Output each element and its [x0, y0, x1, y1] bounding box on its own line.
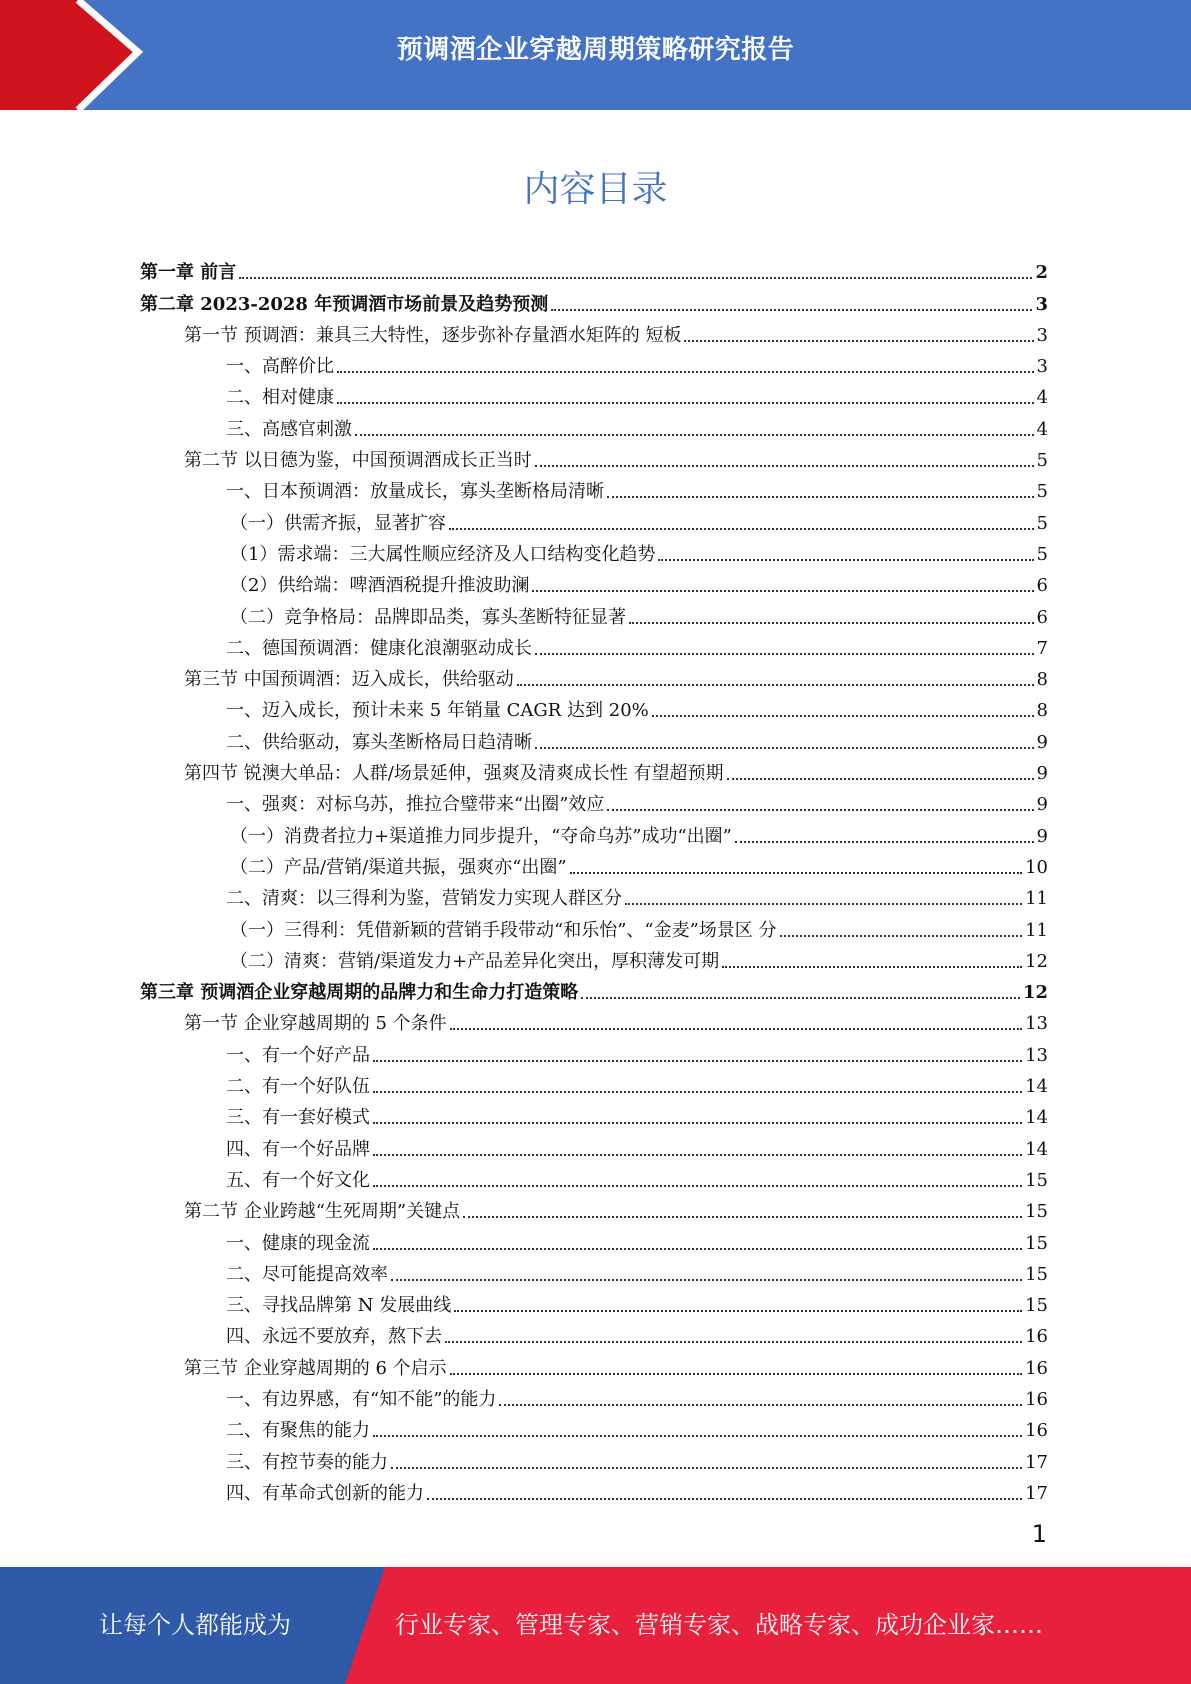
toc-entry[interactable] — [140, 378, 1048, 409]
toc-entry-page: 9 — [1036, 825, 1048, 847]
toc-entry-title: （二）竞争格局：品牌即品类，寡头垄断特征显著 — [230, 606, 626, 628]
toc-entry-page: 9 — [1036, 763, 1048, 785]
toc-entry[interactable] — [140, 879, 1048, 910]
dot-leader — [391, 1279, 1022, 1281]
toc-entry-page: 15 — [1025, 1169, 1048, 1191]
toc-entry-title: 第四节 锐澳大单品：人群/场景延伸，强爽及清爽成长性 有望超预期 — [184, 763, 724, 785]
dot-leader — [337, 371, 1034, 373]
toc-entry[interactable] — [140, 253, 1048, 284]
toc-entry-page: 6 — [1036, 606, 1048, 628]
dot-leader — [391, 1467, 1022, 1469]
toc-entry-page: 11 — [1025, 888, 1048, 910]
toc-entry-page: 6 — [1036, 575, 1048, 597]
toc-entry[interactable] — [140, 942, 1048, 973]
toc-entry[interactable] — [140, 785, 1048, 816]
toc-entry-page: 15 — [1025, 1263, 1048, 1285]
toc-entry[interactable] — [140, 347, 1048, 378]
dot-leader — [450, 1028, 1022, 1030]
dot-leader — [535, 653, 1034, 655]
toc-entry-page: 17 — [1025, 1482, 1048, 1504]
toc-entry-page: 16 — [1025, 1326, 1048, 1348]
toc-entry-page: 8 — [1036, 669, 1048, 691]
toc-entry-title: 第一节 企业穿越周期的 5 个条件 — [184, 1013, 447, 1035]
toc-entry-title: （2）供给端：啤酒酒税提升推波助澜 — [230, 575, 530, 597]
toc-heading: 内容目录 — [523, 169, 668, 210]
dot-leader — [735, 841, 1034, 843]
toc-entry[interactable] — [140, 597, 1048, 628]
toc-entry-title: （一）三得利：凭借新颖的营销手段带动“和乐怡”、“金麦”场景区 分 — [230, 919, 777, 941]
dot-leader — [607, 496, 1034, 498]
toc-entry[interactable] — [140, 973, 1048, 1004]
toc-entry-title: 一、有边界感，有“知不能”的能力 — [226, 1388, 497, 1410]
toc-entry-page: 3 — [1035, 293, 1048, 315]
toc-entry[interactable] — [140, 691, 1048, 722]
toc-entry[interactable] — [140, 409, 1048, 440]
toc-entry-page: 15 — [1025, 1201, 1048, 1223]
toc-entry-page: 5 — [1036, 543, 1048, 565]
toc-entry[interactable] — [140, 1192, 1048, 1223]
dot-leader — [445, 1341, 1022, 1343]
toc-entry[interactable] — [140, 816, 1048, 847]
dot-leader — [625, 903, 1022, 905]
toc-entry-title: 三、有控节奏的能力 — [226, 1451, 388, 1473]
toc-entry-title: 二、相对健康 — [226, 387, 334, 409]
toc-entry-page: 12 — [1022, 982, 1048, 1004]
toc-entry-page: 15 — [1025, 1295, 1048, 1317]
footer-slogan-left: 让每个人都能成为 — [99, 1611, 291, 1639]
toc-entry-title: 四、有一个好品牌 — [226, 1138, 370, 1160]
page-header — [0, 0, 1191, 110]
dot-leader — [581, 997, 1020, 999]
toc-entry[interactable] — [140, 566, 1048, 597]
toc-entry-page: 5 — [1036, 481, 1048, 503]
toc-entry[interactable] — [140, 316, 1048, 347]
toc-entry[interactable] — [140, 1067, 1048, 1098]
toc-entry-title: 四、有革命式创新的能力 — [226, 1482, 424, 1504]
toc-entry-page: 2 — [1035, 262, 1048, 284]
dot-leader — [373, 1185, 1022, 1187]
toc-entry[interactable] — [140, 1474, 1048, 1505]
toc-entry-page: 8 — [1036, 700, 1048, 722]
dot-leader — [427, 1498, 1022, 1500]
toc-entry-title: 一、强爽：对标乌苏，推拉合璧带来“出圈”效应 — [226, 794, 605, 816]
toc-entry-title: 第三节 企业穿越周期的 6 个启示 — [184, 1357, 447, 1379]
toc-entry-title: 二、尽可能提高效率 — [226, 1263, 388, 1285]
dot-leader — [373, 1154, 1022, 1156]
toc-entry-page: 5 — [1036, 450, 1048, 472]
toc-entry-title: 二、有一个好队伍 — [226, 1076, 370, 1098]
toc-entry-title: 第二节 企业跨越“生死周期”关键点 — [184, 1201, 461, 1223]
toc-entry-title: （二）产品/营销/渠道共振，强爽亦“出圈” — [230, 856, 567, 878]
toc-entry-title: 三、寻找品牌第 N 发展曲线 — [226, 1295, 452, 1317]
dot-leader — [658, 559, 1033, 561]
toc-entry[interactable] — [140, 910, 1048, 941]
toc-entry[interactable] — [140, 1286, 1048, 1317]
toc-entry-title: 三、有一套好模式 — [226, 1107, 370, 1129]
dot-leader — [449, 528, 1034, 530]
toc-entry-title: 一、高醉价比 — [226, 356, 334, 378]
toc-entry-page: 5 — [1036, 512, 1048, 534]
toc-entry-title: 第一节 预调酒：兼具三大特性，逐步弥补存量酒水矩阵的 短板 — [184, 324, 682, 346]
toc-entry[interactable] — [140, 660, 1048, 691]
toc-entry[interactable] — [140, 284, 1048, 315]
toc-entry-page: 16 — [1025, 1420, 1048, 1442]
dot-leader — [684, 340, 1033, 342]
toc-entry-title: 三、高感官刺激 — [226, 418, 352, 440]
dot-leader — [551, 309, 1032, 311]
dot-leader — [373, 1122, 1022, 1124]
toc-entry[interactable] — [140, 1442, 1048, 1473]
dot-leader — [607, 809, 1033, 811]
report-title: 预调酒企业穿越周期策略研究报告 — [396, 35, 795, 65]
toc-entry[interactable] — [140, 722, 1048, 753]
page-footer — [0, 1567, 1191, 1684]
toc-entry-title: 一、日本预调酒：放量成长，寡头垄断格局清晰 — [226, 481, 604, 503]
toc-entry-page: 9 — [1036, 794, 1048, 816]
toc-entry-title: （1）需求端：三大属性顺应经济及人口结构变化趋势 — [230, 543, 656, 565]
dot-leader — [570, 872, 1023, 874]
toc-entry-title: 一、迈入成长，预计未来 5 年销量 CAGR 达到 20% — [226, 700, 649, 722]
toc-entry-page: 14 — [1025, 1076, 1048, 1098]
toc-entry[interactable] — [140, 1129, 1048, 1160]
toc-entry[interactable] — [140, 1223, 1048, 1254]
dot-leader — [517, 684, 1034, 686]
toc-entry-page: 17 — [1025, 1451, 1048, 1473]
toc-entry-title: 二、供给驱动，寡头垄断格局日趋清晰 — [226, 731, 532, 753]
dot-leader — [535, 747, 1034, 749]
toc-entry[interactable] — [140, 535, 1048, 566]
footer-slogan-right: 行业专家、管理专家、营销专家、战略专家、成功企业家…… — [395, 1611, 1043, 1639]
toc-entry[interactable] — [140, 629, 1048, 660]
toc-entry-title: 第三节 中国预调酒：迈入成长，供给驱动 — [184, 669, 514, 691]
dot-leader — [373, 1091, 1022, 1093]
page-number: 1 — [1031, 1520, 1047, 1548]
dot-leader — [450, 1373, 1022, 1375]
toc-entry-page: 14 — [1025, 1107, 1048, 1129]
dot-leader — [722, 966, 1022, 968]
dot-leader — [532, 590, 1033, 592]
toc-entry-title: 四、永远不要放弃，熬下去 — [226, 1326, 442, 1348]
toc-entry-page: 4 — [1036, 387, 1048, 409]
table-of-contents — [140, 253, 1048, 1505]
dot-leader — [629, 622, 1034, 624]
toc-entry-title: 二、德国预调酒：健康化浪潮驱动成长 — [226, 637, 532, 659]
toc-entry[interactable] — [140, 848, 1048, 879]
toc-entry-page: 13 — [1025, 1013, 1048, 1035]
toc-entry-page: 3 — [1036, 324, 1048, 346]
toc-entry-title: 五、有一个好文化 — [226, 1169, 370, 1191]
dot-leader — [373, 1060, 1022, 1062]
toc-entry-page: 9 — [1036, 731, 1048, 753]
toc-entry-title: 二、有聚焦的能力 — [226, 1420, 370, 1442]
toc-entry-title: （二）清爽：营销/渠道发力+产品差异化突出，厚积薄发可期 — [230, 950, 720, 972]
dot-leader — [463, 1216, 1022, 1218]
toc-entry-title: 第三章 预调酒企业穿越周期的品牌力和生命力打造策略 — [140, 982, 579, 1004]
toc-entry-title: 第一章 前言 — [140, 262, 237, 284]
toc-entry[interactable] — [140, 1161, 1048, 1192]
toc-entry[interactable] — [140, 1098, 1048, 1129]
toc-entry[interactable] — [140, 441, 1048, 472]
dot-leader — [727, 778, 1034, 780]
toc-entry[interactable] — [140, 1035, 1048, 1066]
toc-entry[interactable] — [140, 1411, 1048, 1442]
toc-entry-title: （一）消费者拉力+渠道推力同步提升，“夺命乌苏”成功“出圈” — [230, 825, 732, 847]
dot-leader — [373, 1248, 1022, 1250]
dot-leader — [454, 1310, 1022, 1312]
toc-entry-page: 10 — [1025, 856, 1048, 878]
toc-entry-page: 11 — [1025, 919, 1048, 941]
toc-entry-title: 一、有一个好产品 — [226, 1044, 370, 1066]
toc-entry[interactable] — [140, 1255, 1048, 1286]
toc-entry-title: 二、清爽：以三得利为鉴，营销发力实现人群区分 — [226, 888, 622, 910]
toc-entry-page: 7 — [1036, 637, 1048, 659]
dot-leader — [499, 1404, 1022, 1406]
toc-entry[interactable] — [140, 1004, 1048, 1035]
toc-entry-page: 15 — [1025, 1232, 1048, 1254]
toc-entry-page: 13 — [1025, 1044, 1048, 1066]
toc-entry-title: 第二章 2023-2028 年预调酒市场前景及趋势预测 — [140, 293, 549, 315]
dot-leader — [652, 715, 1034, 717]
dot-leader — [239, 277, 1032, 279]
toc-entry[interactable] — [140, 1348, 1048, 1379]
toc-entry-page: 12 — [1025, 950, 1048, 972]
dot-leader — [373, 1435, 1022, 1437]
toc-entry-page: 14 — [1025, 1138, 1048, 1160]
toc-entry-page: 16 — [1025, 1388, 1048, 1410]
toc-entry-title: （一）供需齐振，显著扩容 — [230, 512, 446, 534]
toc-entry[interactable] — [140, 754, 1048, 785]
dot-leader — [337, 402, 1034, 404]
dot-leader — [535, 465, 1034, 467]
toc-entry-title: 第二节 以日德为鉴，中国预调酒成长正当时 — [184, 450, 532, 472]
dot-leader — [355, 434, 1034, 436]
toc-entry[interactable] — [140, 503, 1048, 534]
dot-leader — [780, 935, 1023, 937]
toc-entry-page: 16 — [1025, 1357, 1048, 1379]
toc-entry[interactable] — [140, 472, 1048, 503]
toc-entry-page: 3 — [1036, 356, 1048, 378]
toc-entry[interactable] — [140, 1317, 1048, 1348]
toc-entry-page: 4 — [1036, 418, 1048, 440]
toc-entry[interactable] — [140, 1380, 1048, 1411]
toc-entry-title: 一、健康的现金流 — [226, 1232, 370, 1254]
